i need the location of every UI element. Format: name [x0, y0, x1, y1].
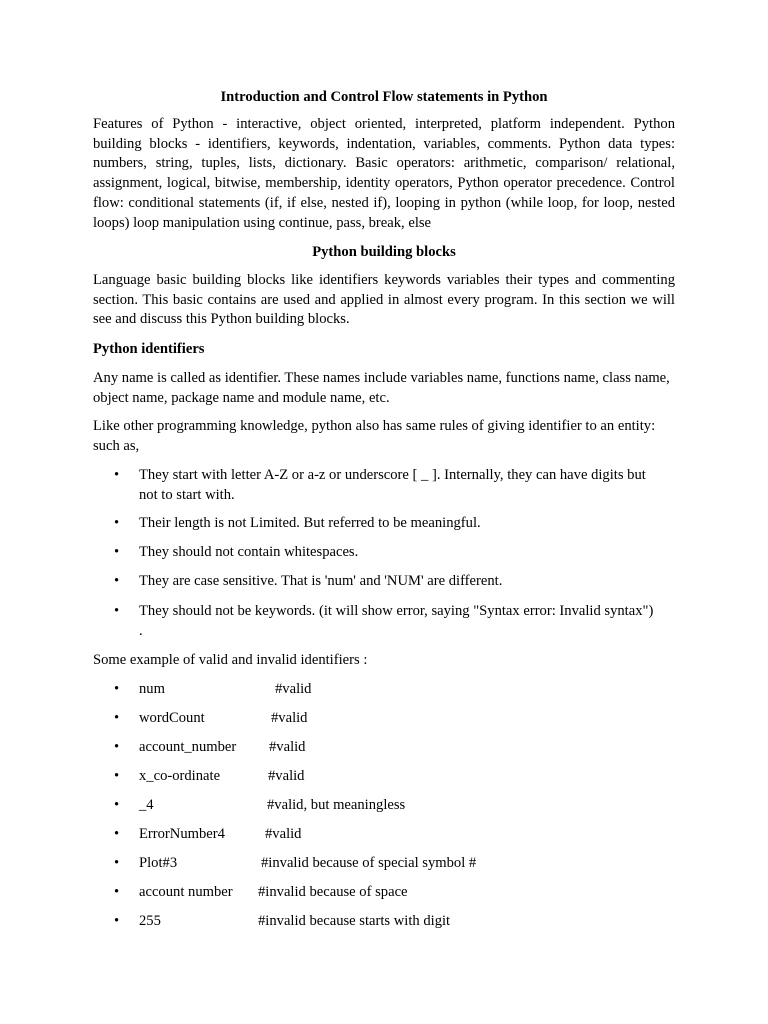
example-item — [114, 825, 614, 845]
rule-text: They start with letter A-Z or a-z or underscore [ _ ]. Internally, they can have digits but not to start with. — [139, 467, 646, 503]
example-item — [114, 680, 614, 700]
example-note: #valid — [271, 710, 308, 726]
example-identifier: num — [139, 681, 165, 697]
bullet-icon: • — [114, 913, 120, 929]
example-note: #invalid because of space — [258, 884, 408, 900]
example-item — [114, 796, 614, 816]
example-note: #valid, but meaningless — [267, 797, 406, 813]
building-blocks-heading: Python building blocks — [312, 244, 456, 260]
example-identifier: Plot#3 — [139, 855, 178, 871]
example-item — [114, 883, 614, 903]
example-identifier: _4 — [139, 797, 154, 813]
example-item — [114, 738, 614, 758]
example-identifier: x_co-ordinate — [139, 768, 221, 784]
bullet-icon: • — [114, 768, 120, 784]
example-identifier: account_number — [139, 739, 237, 755]
example-item — [114, 767, 614, 787]
example-item — [114, 854, 614, 874]
example-note: #invalid because starts with digit — [258, 913, 451, 929]
example-item — [114, 912, 614, 932]
example-identifier: wordCount — [139, 710, 205, 726]
rule-text: They should not contain whitespaces. — [139, 544, 359, 560]
intro-paragraph: Features of Python - interactive, object oriented, interpreted, platform independent. Python building blocks - identifiers, keywords, indentation, variables, comments. Python data types: numbers, string, tuples, lists, dictionary. Basic operators: arithmetic, comparison/ relational, assignment, logical, bitwise, membership, identity operators, Python operator precedence. Control flow: conditional statements (if, if else, nested if), looping in python (while loop, for loop, nested loops) loop manipulation using continue, pass, break, else — [93, 116, 675, 231]
identifiers-paragraph-2: Like other programming knowledge, python also has same rules of giving identifier to an entity: such as, — [93, 418, 656, 454]
example-note: #valid — [268, 768, 305, 784]
identifiers-heading: Python identifiers — [93, 341, 205, 357]
rule-text: They should not be keywords. (it will show error, saying "Syntax error: Invalid syntax") . — [139, 603, 654, 639]
example-identifier: account number — [139, 884, 233, 900]
bullet-icon: • — [114, 515, 120, 531]
examples-intro: Some example of valid and invalid identifiers : — [93, 652, 368, 668]
bullet-icon: • — [114, 826, 120, 842]
bullet-icon: • — [114, 467, 120, 483]
bullet-icon: • — [114, 681, 120, 697]
bullet-icon: • — [114, 855, 120, 871]
bullet-icon: • — [114, 739, 120, 755]
example-note: #valid — [275, 681, 312, 697]
building-blocks-paragraph: Language basic building blocks like identifiers keywords variables their types and commenting section. This basic contains are used and applied in almost every program. In this section we will see and discuss this Python building blocks. — [93, 272, 675, 328]
bullet-icon: • — [114, 884, 120, 900]
bullet-icon: • — [114, 603, 120, 619]
identifiers-paragraph-1: Any name is called as identifier. These names include variables name, functions name, class name, object name, package name and module name, etc. — [93, 370, 670, 406]
bullet-icon: • — [114, 797, 120, 813]
bullet-icon: • — [114, 710, 120, 726]
example-item — [114, 709, 614, 729]
bullet-icon: • — [114, 544, 120, 560]
example-note: #valid — [269, 739, 306, 755]
rule-text: Their length is not Limited. But referred to be meaningful. — [139, 515, 481, 531]
bullet-icon: • — [114, 573, 120, 589]
example-note: #invalid because of special symbol # — [261, 855, 477, 871]
example-identifier: ErrorNumber4 — [139, 826, 225, 842]
example-identifier: 255 — [139, 913, 161, 929]
page-title: Introduction and Control Flow statements in Python — [220, 89, 548, 105]
example-note: #valid — [265, 826, 302, 842]
rule-text: They are case sensitive. That is 'num' and 'NUM' are different. — [139, 573, 503, 589]
